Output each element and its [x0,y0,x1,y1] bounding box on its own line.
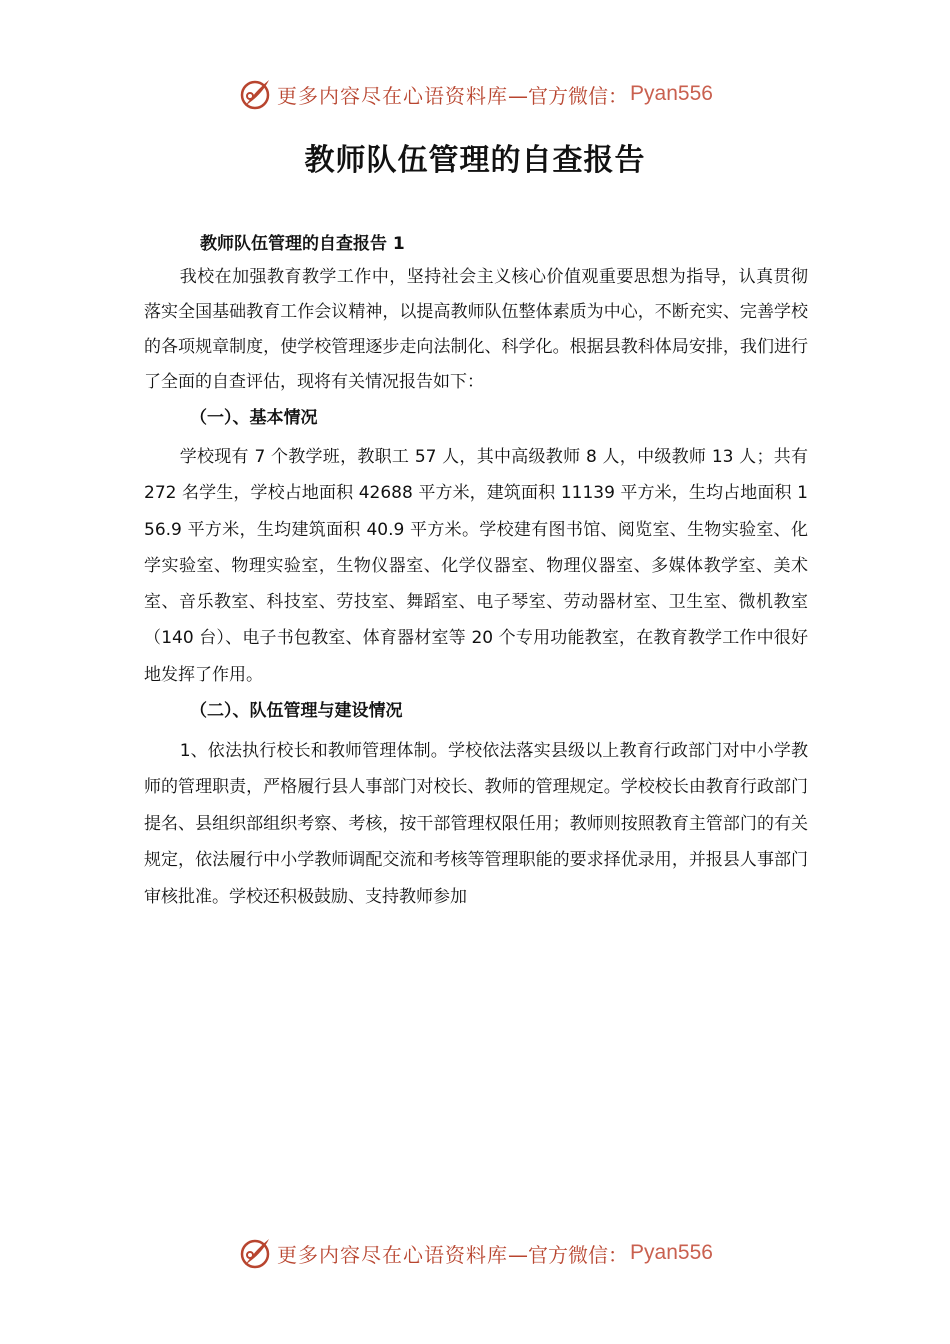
document-title: 教师队伍管理的自查报告 [304,143,646,178]
section-2-paragraph: 1、依法执行校长和教师管理体制。学校依法落实县级以上教育行政部门对中小学教师的管理职责，严格履行县人事部门对校长、教师的管理规定。学校校长由教育行政部门提名、县组织部组织考察、考核，按干部管理权限任用；教师则按照教育主管部门的有关规定，依法履行中小学教师调配交流和考核等管理职能的要求择优录用，并报县人事部门审核批准。学校还积极鼓励、支持教师参加 [144,741,808,907]
banner-wechat-id: Pyan556 [630,82,713,105]
quill-pen-logo-icon [237,1235,273,1271]
quill-pen-logo-icon [237,76,273,112]
banner-text: 更多内容尽在心语资料库 [277,83,509,108]
report-subtitle: 教师队伍管理的自查报告 1 [200,234,405,254]
footer-watermark-banner [0,1233,950,1273]
header-watermark-banner [0,74,950,114]
banner-wechat-id: Pyan556 [630,1241,713,1264]
document-body [144,228,808,915]
banner-text: 更多内容尽在心语资料库 [277,1242,509,1267]
banner-separator: —官方微信： [508,1242,629,1267]
banner-separator: —官方微信： [508,83,629,108]
section-1-paragraph: 学校现有 7 个教学班，教职工 57 人，其中高级教师 8 人，中级教师 13 人；共有 272 名学生，学校占地面积 42688 平方米，建筑面积 11139 平方米，生均占地面积 156.9 平方米，生均建筑面积 40.9 平方米。学校建有图书馆、阅览室、生物实验室、化学实验室、物理实验室，生物仪器室、化学仪器室、物理仪器室、多媒体教学室、美术室、音乐教室、科技室、劳技室、舞蹈室、电子琴室、劳动器材室、卫生室、微机教室（140 台）、电子书包教室、体育器材室等 20 个专用功能教室，在教育教学工作中很好地发挥了作用。 [144,447,808,685]
intro-paragraph: 我校在加强教育教学工作中，坚持社会主义核心价值观重要思想为指导，认真贯彻落实全国基础教育工作会议精神，以提高教师队伍整体素质为中心，不断充实、完善学校的各项规章制度，使学校管理逐步走向法制化、科学化。根据县教科体局安排，我们进行了全面的自查评估，现将有关情况报告如下： [144,267,808,392]
section-2-heading: （二）、队伍管理与建设情况 [190,701,403,722]
section-1-heading: （一）、基本情况 [190,408,318,428]
